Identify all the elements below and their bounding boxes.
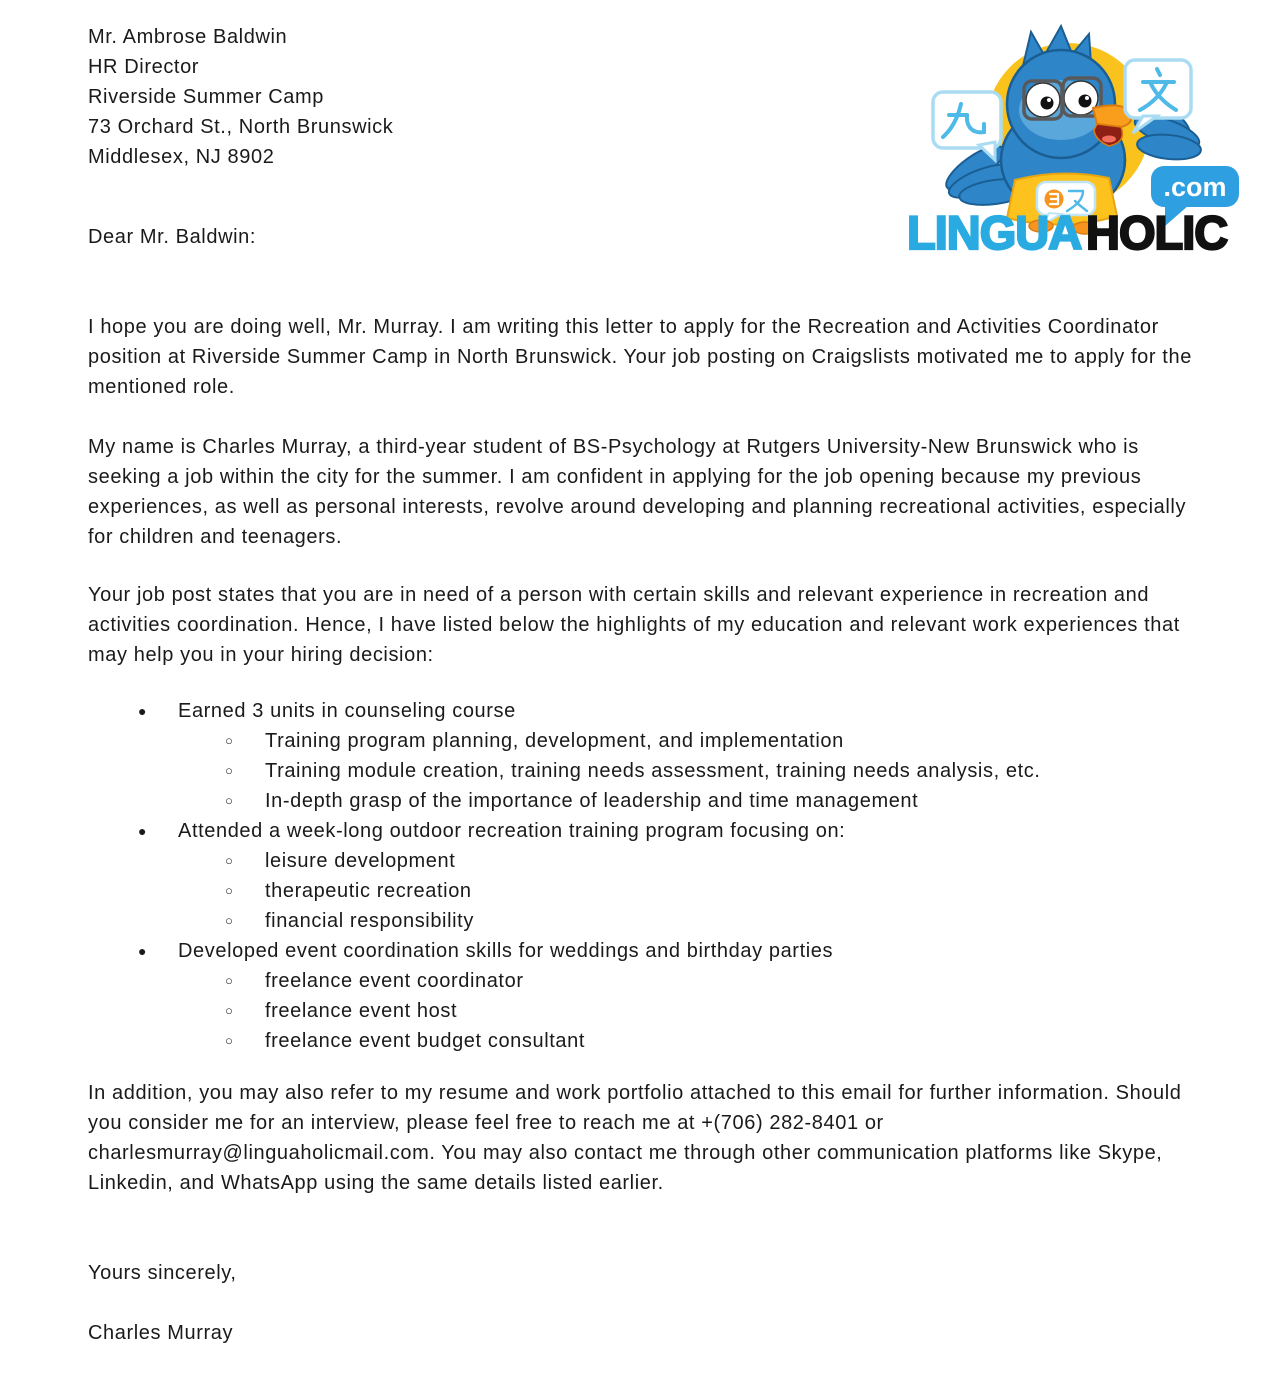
bullet-hollow-icon: ○ <box>225 1003 234 1018</box>
list-item-label: Attended a week-long outdoor recreation training program focusing on: <box>178 820 846 842</box>
linguaholic-mascot <box>903 20 1250 257</box>
recipient-address2: Middlesex, NJ 8902 <box>88 146 275 168</box>
recipient-company: Riverside Summer Camp <box>88 86 324 108</box>
speech-bubble-left <box>933 92 1001 160</box>
paragraph-background: My name is Charles Murray, a third-year student of BS-Psychology at Rutgers University-New Brunswick who is seeking a job within the city for the summer. I am confident in applying for the job opening because my previous experiences, as well as personal interests, revolve around developing and planning recreational activities, especially for children and teenagers. <box>88 436 1187 548</box>
list-item <box>88 936 1212 966</box>
list-item-label: Earned 3 units in counseling course <box>178 700 516 722</box>
list-subitem <box>88 876 1212 906</box>
list-subitem-label: Training module creation, training needs assessment, training needs analysis, etc. <box>265 760 1041 782</box>
list-subitem-label: freelance event budget consultant <box>265 1030 586 1052</box>
list-item <box>88 816 1212 846</box>
logo-wordmark-lingua: LINGUA <box>907 206 1082 257</box>
bullet-hollow-icon: ○ <box>225 853 234 868</box>
bullet-hollow-icon: ○ <box>225 733 234 748</box>
list-subitem-label: therapeutic recreation <box>265 880 472 902</box>
logo-wordmark <box>907 206 1227 257</box>
paragraph-intro: I hope you are doing well, Mr. Murray. I am writing this letter to apply for the Recreation and Activities Coordinator position at Riverside Summer Camp in North Brunswick. Your job posting on Craigslists motivated me to apply for the mentioned role. <box>88 316 1192 398</box>
list-subitem <box>88 756 1212 786</box>
bullet-filled-icon: ● <box>138 823 148 839</box>
bullet-hollow-icon: ○ <box>225 763 234 778</box>
dotcom-badge-label: .com <box>1163 172 1227 202</box>
list-subitem <box>88 726 1212 756</box>
linguaholic-logo <box>903 20 1250 257</box>
list-subitem-label: freelance event host <box>265 1000 458 1022</box>
bullet-hollow-icon: ○ <box>225 883 234 898</box>
highlights-list <box>88 696 1212 1056</box>
recipient-name: Mr. Ambrose Baldwin <box>88 26 288 48</box>
bullet-hollow-icon: ○ <box>225 1033 234 1048</box>
bullet-filled-icon: ● <box>138 703 148 719</box>
list-item-label: Developed event coordination skills for weddings and birthday parties <box>178 940 834 962</box>
list-subitem <box>88 996 1212 1026</box>
list-subitem-label: In-depth grasp of the importance of leadership and time management <box>265 790 919 812</box>
list-subitem-label: freelance event coordinator <box>265 970 524 992</box>
list-item <box>88 696 1212 726</box>
list-subitem <box>88 846 1212 876</box>
paragraph-closing: In addition, you may also refer to my resume and work portfolio attached to this email for further information. Should you consider me for an interview, please feel free to reach me at +(706) 282-8401 or charlesmurray@linguaholicmail.com. You may also contact me through other communication platforms like Skype, Linkedin, and WhatsApp using the same details listed earlier. <box>88 1082 1182 1194</box>
list-subitem-label: leisure development <box>265 850 456 872</box>
list-subitem <box>88 786 1212 816</box>
valediction: Yours sincerely, <box>88 1262 237 1284</box>
signature-name: Charles Murray <box>88 1322 234 1344</box>
bullet-hollow-icon: ○ <box>225 793 234 808</box>
recipient-title: HR Director <box>88 56 200 78</box>
recipient-address1: 73 Orchard St., North Brunswick <box>88 116 394 138</box>
logo-wordmark-holic: HOLIC <box>1086 206 1228 257</box>
bullet-hollow-icon: ○ <box>225 973 234 988</box>
list-subitem <box>88 906 1212 936</box>
list-subitem-label: Training program planning, development, and implementation <box>265 730 844 752</box>
paragraph-lead-in: Your job post states that you are in need of a person with certain skills and relevant experience in recreation and activities coordination. Hence, I have listed below the highlights of my education and relevant work experiences that may help you in your hiring decision: <box>88 584 1180 666</box>
list-subitem <box>88 1026 1212 1056</box>
bullet-filled-icon: ● <box>138 943 148 959</box>
bullet-hollow-icon: ○ <box>225 913 234 928</box>
list-subitem <box>88 966 1212 996</box>
salutation: Dear Mr. Baldwin: <box>88 226 257 248</box>
list-subitem-label: financial responsibility <box>265 910 474 932</box>
